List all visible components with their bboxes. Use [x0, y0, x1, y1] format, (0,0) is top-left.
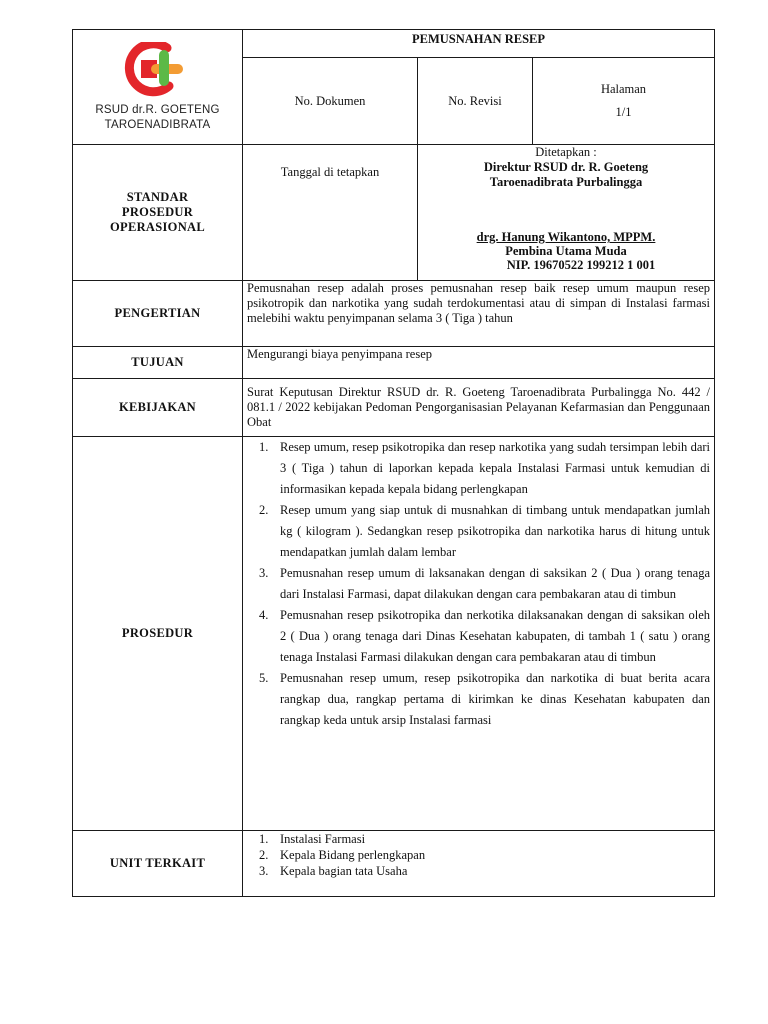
halaman-label: Halaman	[600, 82, 647, 96]
list-item	[259, 563, 710, 605]
no-dokumen-cell	[243, 58, 418, 145]
tanggal-label: Tanggal di tetapkan	[280, 165, 380, 179]
ditetapkan-label: Ditetapkan :	[535, 145, 597, 159]
no-revisi-cell	[418, 58, 533, 145]
list-item-text: Kepala bagian tata Usaha	[280, 864, 408, 878]
list-item-number: 3.	[259, 864, 269, 878]
halaman-value: 1/1	[615, 105, 632, 119]
ditetapkan-cell	[418, 145, 715, 281]
list-item-text: Kepala Bidang perlengkapan	[280, 848, 426, 862]
signer-nip: NIP. 19670522 199212 1 001	[506, 258, 656, 272]
list-item	[259, 847, 710, 863]
list-item	[259, 863, 710, 879]
unit-terkait-cell	[243, 831, 715, 897]
sop-document-table	[72, 29, 715, 897]
halaman-cell	[533, 58, 715, 145]
no-dokumen-label: No. Dokumen	[294, 93, 366, 108]
list-item-text: Pemusnahan resep umum, resep psikotropika dan narkotika di buat berita acara rangkap dua, rangkap pertama di kirimkan ke dinas Kesehatan kabupaten dan rangkap keda untuk arsip Instalasi farmasi	[280, 671, 711, 727]
list-item-number: 3.	[259, 566, 269, 580]
unit-terkait-label: UNIT TERKAIT	[73, 831, 243, 897]
signer-name: drg. Hanung Wikantono, MPPM.	[476, 230, 656, 244]
list-item	[259, 668, 710, 731]
list-item-text: Resep umum, resep psikotropika dan resep narkotika yang sudah tersimpan lebih dari 3 ( Tiga ) tahun di laporkan kepada kepala Instalasi Farmasi untuk kemudian di informasikan kepada kepala bidang perlengkapan	[280, 440, 711, 496]
no-revisi-label: No. Revisi	[448, 93, 502, 108]
prosedur-list	[247, 437, 710, 731]
sop-type-label	[73, 145, 243, 281]
logo-cell	[73, 30, 243, 145]
unit-terkait-list	[247, 831, 710, 879]
list-item-number: 1.	[259, 440, 269, 454]
list-item	[259, 437, 710, 500]
logo-text-line1: RSUD dr.R. GOETENG	[95, 104, 220, 116]
prosedur-cell	[243, 437, 715, 831]
document-title: PEMUSNAHAN RESEP	[243, 30, 715, 58]
direktur-line2: Taroenadibrata Purbalingga	[489, 175, 643, 189]
list-item-number: 2.	[259, 848, 269, 862]
list-item-text: Instalasi Farmasi	[280, 832, 366, 846]
signer-rank: Pembina Utama Muda	[505, 244, 627, 258]
kebijakan-text: Surat Keputusan Direktur RSUD dr. R. Goeteng Taroenadibrata Purbalingga No. 442 / 081.1 / 2022 kebijakan Pedoman Pengorganisasian Pelayanan Kefarmasian dan Penggunaan Obat	[243, 379, 715, 437]
tanggal-cell	[243, 145, 418, 281]
kebijakan-label: KEBIJAKAN	[73, 379, 243, 437]
list-item-number: 5.	[259, 671, 269, 685]
list-item-number: 4.	[259, 608, 269, 622]
tujuan-label: TUJUAN	[73, 347, 243, 379]
list-item	[259, 500, 710, 563]
list-item	[259, 605, 710, 668]
sop-type-text: STANDAR PROSEDUR OPERASIONAL	[110, 190, 205, 234]
direktur-line1: Direktur RSUD dr. R. Goeteng	[483, 160, 649, 174]
list-item-number: 2.	[259, 503, 269, 517]
hospital-logo-icon	[123, 42, 193, 98]
prosedur-label: PROSEDUR	[73, 437, 243, 831]
pengertian-label: PENGERTIAN	[73, 281, 243, 347]
list-item-text: Resep umum yang siap untuk di musnahkan di timbang untuk mendapatkan jumlah kg ( kilogram ). Sedangkan resep psikotropika dan narkotika harus di hitung untuk mendapatkan jumlah dalam lembar	[280, 503, 711, 559]
list-item	[259, 831, 710, 847]
list-item-text: Pemusnahan resep umum di laksanakan dengan di saksikan 2 ( Dua ) orang tenaga dari Instalasi Farmasi, dapat dilakukan dengan cara pembakaran atau di timbun	[280, 566, 711, 601]
pengertian-text: Pemusnahan resep adalah proses pemusnahan resep baik resep umum maupun resep psikotropik dan narkotika yang sudah terdokumentasi atau di simpan di Instalasi farmasi melebihi waktu penyimpanan selama 3 ( Tiga ) tahun	[243, 281, 715, 347]
list-item-number: 1.	[259, 832, 269, 846]
logo-text-line2: TAROENADIBRATA	[104, 119, 211, 131]
tujuan-text: Mengurangi biaya penyimpana resep	[243, 347, 715, 379]
list-item-text: Pemusnahan resep psikotropika dan nerkotika dilaksanakan dengan di saksikan oleh 2 ( Dua ) orang tenaga dari Dinas Kesehatan kabupaten, di tambah 1 ( satu ) orang tenaga Instalasi Farmasi dilakukan dengan cara pembakaran atau di timbun	[280, 608, 711, 664]
